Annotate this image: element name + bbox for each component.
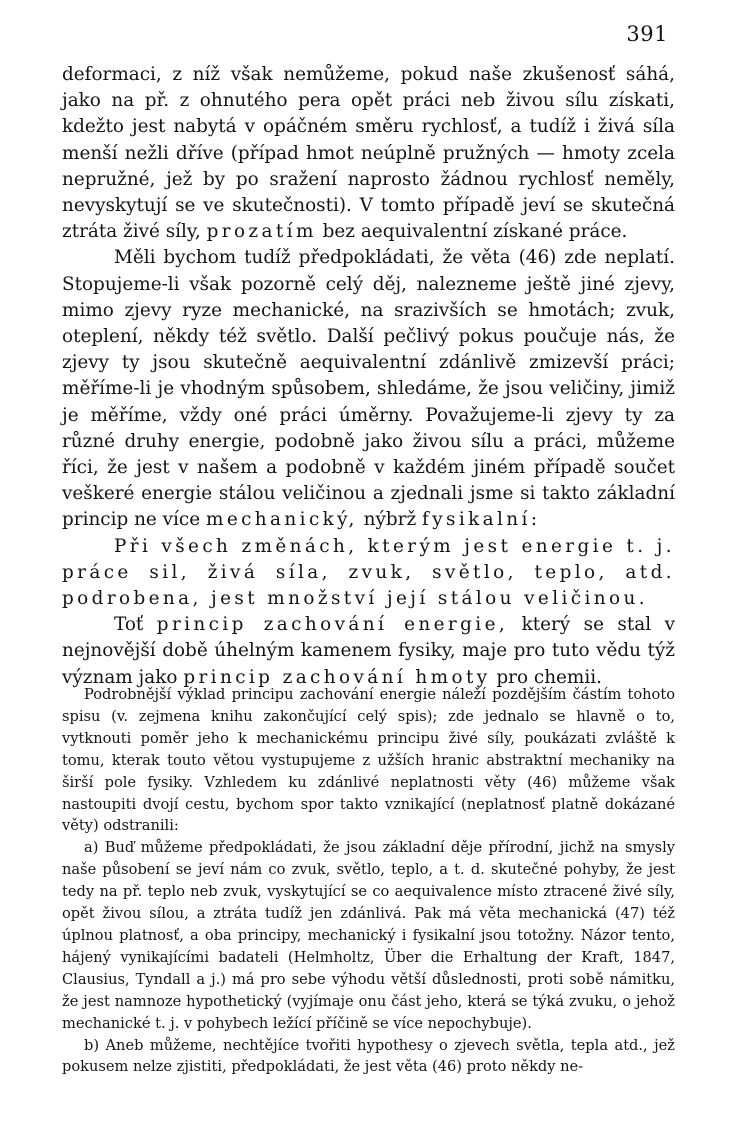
paragraph-2 xyxy=(62,245,675,533)
paragraph-4-spaced-a: princip zachování energie, xyxy=(156,614,509,636)
note-paragraph-3: b) Aneb můžeme, nechtějíce tvořiti hypothesy o zjevech světla, tepla atd., jež pokusem nelze zjistiti, předpokládati, že jest věta (46) proto někdy ne- xyxy=(62,1036,675,1076)
note-paragraph-2: a) Buď můžeme předpokládati, že jsou základní děje přírodní, jichž na smysly naše působení se jeví nám co zvuk, světlo, teplo, a t. d. skutečné pohyby, že jest tedy na př. teplo neb zvuk, vyskytující se co aequivalence místo ztracené živé síly, opět živou sílou, a ztráta tudíž jen zdánlivá. Pak má věta mechanická (47) též úplnou platnosť, a oba principy, mechanický i fysikalní jsou totožny. Názor tento, hájený vynikajícími badateli (Helmholtz, Über die Erhaltung der Kraft, 1847, Clausius, Tyndall a j.) má pro sebe výhodu větší důslednosti, proti sobě námitku, že jest namnoze hypothetický (vyjímaje onu část jeho, která se týká zvuku, o jehož mechanické t. j. v pohybech ležící příčině se více nepochybuje). xyxy=(62,839,675,1032)
paragraph-4-spaced-b: princip zachování hmoty xyxy=(183,666,491,688)
paragraph-1 xyxy=(62,62,675,245)
page-number: 391 xyxy=(626,22,668,46)
paragraph-2-mid: nýbrž xyxy=(363,509,417,531)
paragraph-1-spaced: prozatím xyxy=(206,221,317,243)
paragraph-4-mid: který se stal v nejnovější době úhelným kamenem fysiky, maje pro tuto vědu týž význam jako xyxy=(62,614,675,688)
principle-statement: Při všech změnách, kterým jest energie t. j. práce sil, živá síla, zvuk, světlo, teplo, atd. podrobena, jest množství její stálou veličinou. xyxy=(62,535,675,610)
main-text xyxy=(62,62,675,691)
paragraph-4-end: pro chemii. xyxy=(496,666,602,688)
paragraph-1-end: bez aequivalentní získané práce. xyxy=(322,221,628,243)
footnote-block xyxy=(62,684,675,1078)
paragraph-4-start: Toť xyxy=(114,614,144,636)
paragraph-4 xyxy=(62,612,675,691)
paragraph-2-text: Měli bychom tudíž předpokládati, že věta (46) zde neplatí. Stopujeme-li však pozorně celý děj, nalezneme ještě jiné zjevy, mimo zjevy ryze mechanické, na srazivších se hmotách; zvuk, oteplení, někdy též světlo. Další pečlivý pokus poučuje nás, že zjevy ty jsou skutečně aequivalentní zdánlivě zmizevší práci; měříme-li je vhodným spůsobem, shledáme, že jsou veličiny, jimiž je měříme, vždy oné práci úměrny. Považujeme-li zjevy ty za různé druhy energie, podobně jako živou sílu a práci, můžeme říci, že jest v našem a podobně v každém jiném případě součet veškeré energie stálou veličinou a zjednali jsme si takto základní princip ne více xyxy=(62,247,675,531)
paragraph-2-spaced-a: mechanický, xyxy=(205,509,358,531)
paragraph-1-text: deformaci, z níž však nemůžeme, pokud naše zkušenosť sáhá, jako na př. z ohnutého pera opět práci neb živou sílu získati, kdežto jest nabytá v opáčném směru rychlosť, a tudíž i živá síla menší nežli dříve (případ hmot neúplně pružných — hmoty zcela nepružné, jež by po sražení naprosto žádnou rychlosť neměly, nevyskytují se ve skutečnosti). V tomto případě jeví se skutečná ztráta živé síly, xyxy=(62,64,675,243)
note-paragraph-1: Podrobnější výklad principu zachování energie náleží pozdějším částím tohoto spisu (v. zejmena knihu zakončující celý spis); zde jednalo se hlavně o to, vytknouti poměr jeho k mechanickému principu živé síly, poukázati zvláště k tomu, kterak touto větou vystupujeme z užších hranic abstraktní mechaniky na širší pole fysiky. Vzhledem ku zdánlivé neplatnosti věty (46) můžeme však nastoupiti dvojí cestu, bychom spor takto vznikající (neplatnosť platně dokázané věty) odstranili: xyxy=(62,686,675,835)
paragraph-2-spaced-b: fysikalní: xyxy=(422,509,541,531)
